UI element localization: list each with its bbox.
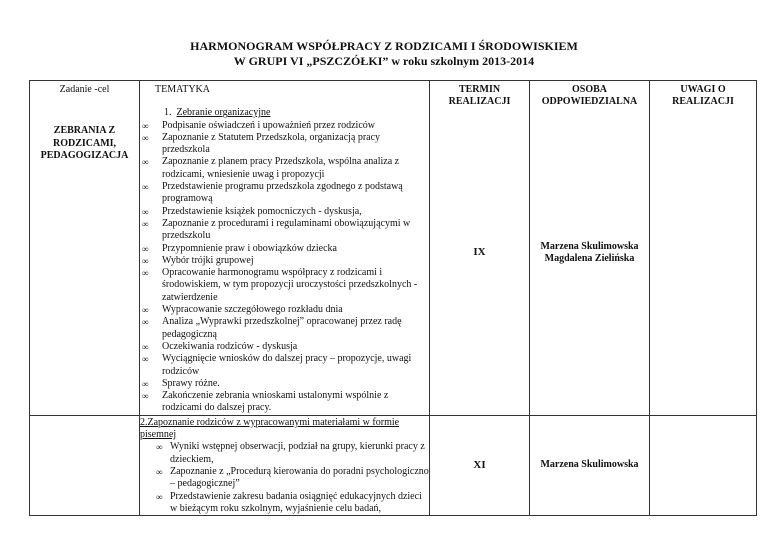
list-item: ∞ Zakończenie zebrania wnioskami ustalonymi wspólnie z rodzicami do dalszej pracy.	[140, 390, 429, 415]
list-item: ∞ Oczekiwania rodziców - dyskusja	[140, 341, 429, 353]
document-title-line1: HARMONOGRAM WSPÓŁPRACY Z RODZICAMI I ŚRODOWISKIEM	[190, 39, 578, 53]
termin-value: IX	[473, 246, 486, 258]
termin-cell	[430, 81, 530, 416]
zadanie-cell-2	[30, 415, 140, 515]
list-item: ∞ Zapoznanie z procedurami i regulaminami obowiązującymi w przedszkolu	[140, 218, 429, 243]
osoba-cell	[530, 81, 650, 416]
table-row	[30, 415, 757, 515]
header-osoba: OSOBA ODPOWIEDZIALNA	[541, 84, 638, 108]
list-item: ∞ Zapoznanie z „Procedurą kierowania do poradni psychologiczno – pedagogicznej”	[140, 466, 429, 491]
section1-heading: 1. Zebranie organizacyjne	[164, 107, 271, 119]
section1-list	[140, 120, 429, 415]
uwagi-cell-2	[650, 415, 757, 515]
list-item: ∞ Wyciągnięcie wniosków do dalszej pracy – propozycje, uwagi rodziców	[140, 353, 429, 378]
section2-heading: 2.Zapoznanie rodziców z wypracowanymi materiałami w formie pisemnej	[140, 416, 400, 441]
header-uwagi: UWAGI O REALIZACJI	[672, 84, 734, 108]
document-title-line2: W GRUPI VI „PSZCZÓŁKI” w roku szkolnym 2013-2014	[233, 54, 535, 68]
header-tematyka: TEMATYKA	[155, 84, 210, 95]
list-item: ∞ Wypracowanie szczegółowego rozkładu dnia	[140, 304, 429, 316]
osoba-value-2: Marzena Skulimowska	[530, 415, 650, 515]
tematyka-cell-2	[140, 415, 430, 515]
list-item: ∞ Wybór trójki grupowej	[140, 255, 429, 267]
osoba-name-2: Magdalena Zielińska	[544, 253, 635, 265]
list-item: ∞ Opracowanie harmonogramu współpracy z rodzicami i środowiskiem, w tym propozycji uroczystości przedszkolnych - zatwierdzenie	[140, 267, 429, 304]
zadanie-cell	[30, 81, 140, 416]
section2-list	[140, 441, 429, 515]
header-termin: TERMIN REALIZACJI	[448, 84, 511, 108]
osoba-name-1: Marzena Skulimowska	[540, 241, 639, 252]
list-item: ∞ Przedstawienie książek pomocniczych - dyskusja,	[140, 206, 429, 218]
uwagi-cell	[650, 81, 757, 416]
table-row	[30, 81, 757, 416]
list-item: ∞ Przypomnienie praw i obowiązków dziecka	[140, 243, 429, 255]
list-item: ∞ Zapoznanie z Statutem Przedszkola, organizacją pracy przedszkola	[140, 132, 429, 157]
list-item: ∞ Podpisanie oświadczeń i upoważnień przez rodziców	[140, 120, 429, 132]
header-zadanie: Zadanie -cel	[59, 84, 110, 95]
zadanie-value: ZEBRANIA Z RODZICAMI, PEDAGOGIZACJA	[40, 125, 129, 161]
termin-value-2: XI	[430, 415, 530, 515]
list-item: ∞ Analiza „Wyprawki przedszkolnej” opracowanej przez radę pedagogiczną	[140, 316, 429, 341]
list-item: ∞ Sprawy różne.	[140, 378, 429, 390]
list-item: ∞ Przedstawienie zakresu badania osiągnięć edukacyjnych dzieci w bieżącym roku szkolnym, wyjaśnienie celu badań,	[140, 491, 429, 516]
list-item: ∞ Wyniki wstępnej obserwacji, podział na grupy, kierunki pracy z dzieckiem,	[140, 441, 429, 466]
schedule-table	[29, 80, 757, 516]
list-item: ∞ Przedstawienie programu przedszkola zgodnego z podstawą programową	[140, 181, 429, 206]
list-item: ∞ Zapoznanie z planem pracy Przedszkola, wspólna analiza z rodzicami, wniesienie uwag i propozycji	[140, 156, 429, 181]
tematyka-cell	[140, 81, 430, 416]
